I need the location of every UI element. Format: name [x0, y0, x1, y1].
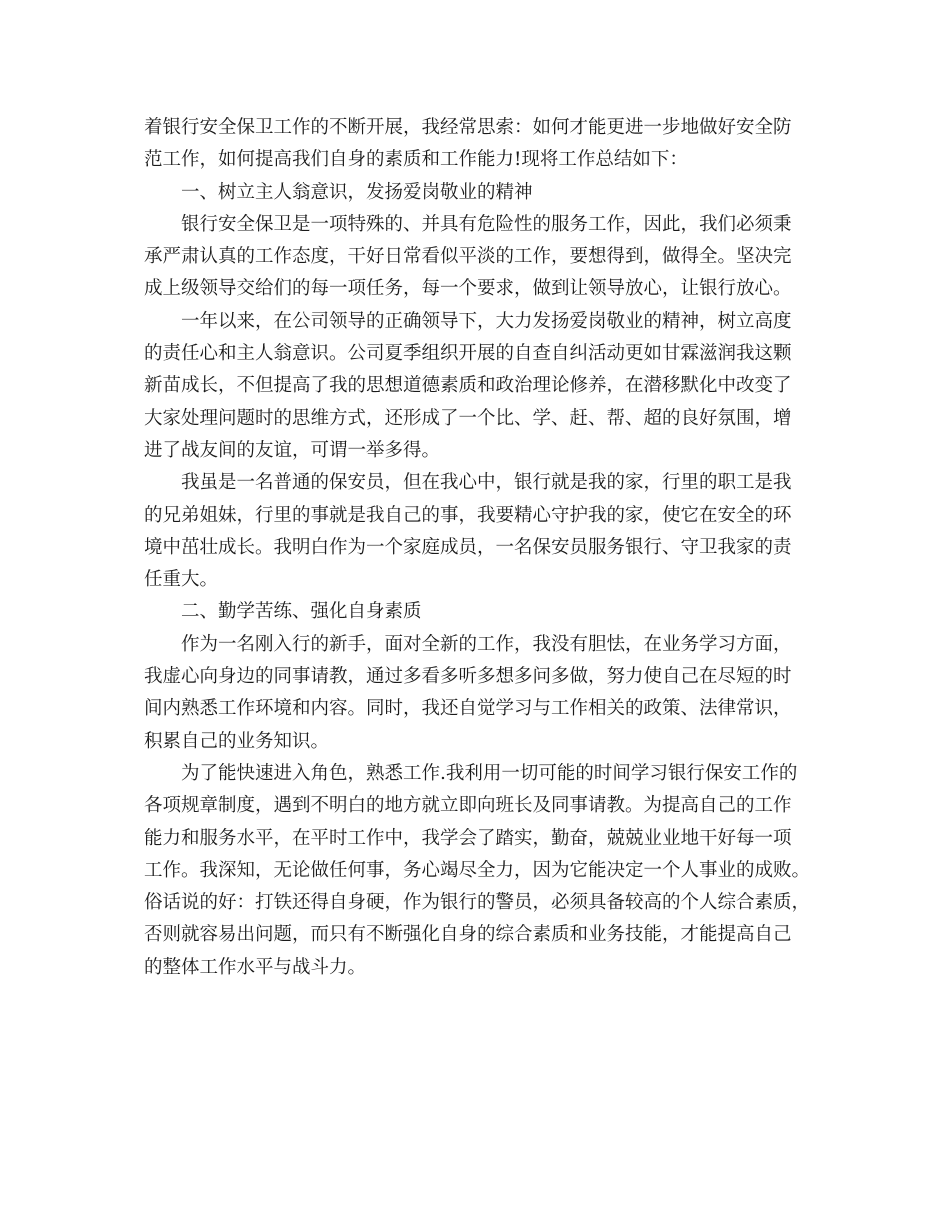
text-line: 着银行安全保卫工作的不断开展，我经常思索：如何才能更进一步地做好安全防 — [144, 117, 792, 138]
text-line: 的责任心和主人翁意识。公司夏季组织开展的自查自纠活动更如甘霖滋润我这颗 — [144, 343, 792, 365]
text-line: 境中茁壮成长。我明白作为一个家庭成员，一名保安员服务银行、守卫我家的责 — [144, 536, 792, 558]
text-line: 积累自己的业务知识。 — [144, 730, 330, 752]
text-line: 的整体工作水平与战斗力。 — [144, 956, 367, 978]
text-line: 任重大。 — [144, 569, 219, 591]
text-line: 俗话说的好：打铁还得自身硬，作为银行的警员，必须具备较高的个人综合素质， — [144, 892, 811, 914]
text-line: 范工作，如何提高我们自身的素质和工作能力!现将工作总结如下： — [144, 149, 688, 171]
text-line: 为了能快速进入角色，熟悉工作.我利用一切可能的时间学习银行保安工作的 — [181, 762, 798, 784]
text-line: 大家处理问题时的思维方式，还形成了一个比、学、赶、帮、超的良好氛围，增 — [144, 407, 792, 429]
text-line: 我虚心向身边的同事请教，通过多看多听多想多问多做，努力使自己在尽短的时 — [144, 666, 792, 688]
text-line: 一年以来，在公司领导的正确领导下，大力发扬爱岗敬业的精神，树立高度 — [181, 310, 792, 332]
text-line: 银行安全保卫是一项特殊的、并具有危险性的服务工作，因此，我们必须秉 — [181, 213, 792, 235]
text-line: 一、树立主人翁意识，发扬爱岗敬业的精神 — [181, 181, 533, 203]
text-line: 承严肃认真的工作态度，干好日常看似平淡的工作，要想得到，做得全。坚决完 — [144, 246, 792, 268]
text-line: 新苗成长，不但提高了我的思想道德素质和政治理论修养，在潜移默化中改变了 — [144, 375, 792, 397]
text-line: 工作。我深知，无论做任何事，务心竭尽全力，因为它能决定一个人事业的成败。 — [144, 859, 811, 881]
text-line: 各项规章制度，遇到不明白的地方就立即向班长及同事请教。为提高自己的工作 — [144, 795, 792, 817]
text-line: 进了战友间的友谊，可谓一举多得。 — [144, 439, 441, 461]
body-text — [144, 112, 811, 984]
text-line: 作为一名刚入行的新手，面对全新的工作，我没有胆怯，在业务学习方面， — [181, 633, 792, 655]
text-line: 能力和服务水平，在平时工作中，我学会了踏实，勤奋，兢兢业业地干好每一项 — [144, 827, 792, 849]
text-line: 我虽是一名普通的保安员，但在我心中，银行就是我的家，行里的职工是我 — [181, 472, 792, 494]
text-line: 二、勤学苦练、强化自身素质 — [181, 601, 422, 623]
text-line: 否则就容易出问题，而只有不断强化自身的综合素质和业务技能，才能提高自己 — [144, 924, 792, 946]
text-line: 的兄弟姐妹，行里的事就是我自己的事，我要精心守护我的家，使它在安全的环 — [144, 504, 792, 526]
text-line: 成上级领导交给们的每一项任务，每一个要求，做到让领导放心，让银行放心。 — [144, 278, 792, 300]
text-line: 间内熟悉工作环境和内容。同时，我还自觉学习与工作相关的政策、法律常识， — [144, 698, 792, 720]
